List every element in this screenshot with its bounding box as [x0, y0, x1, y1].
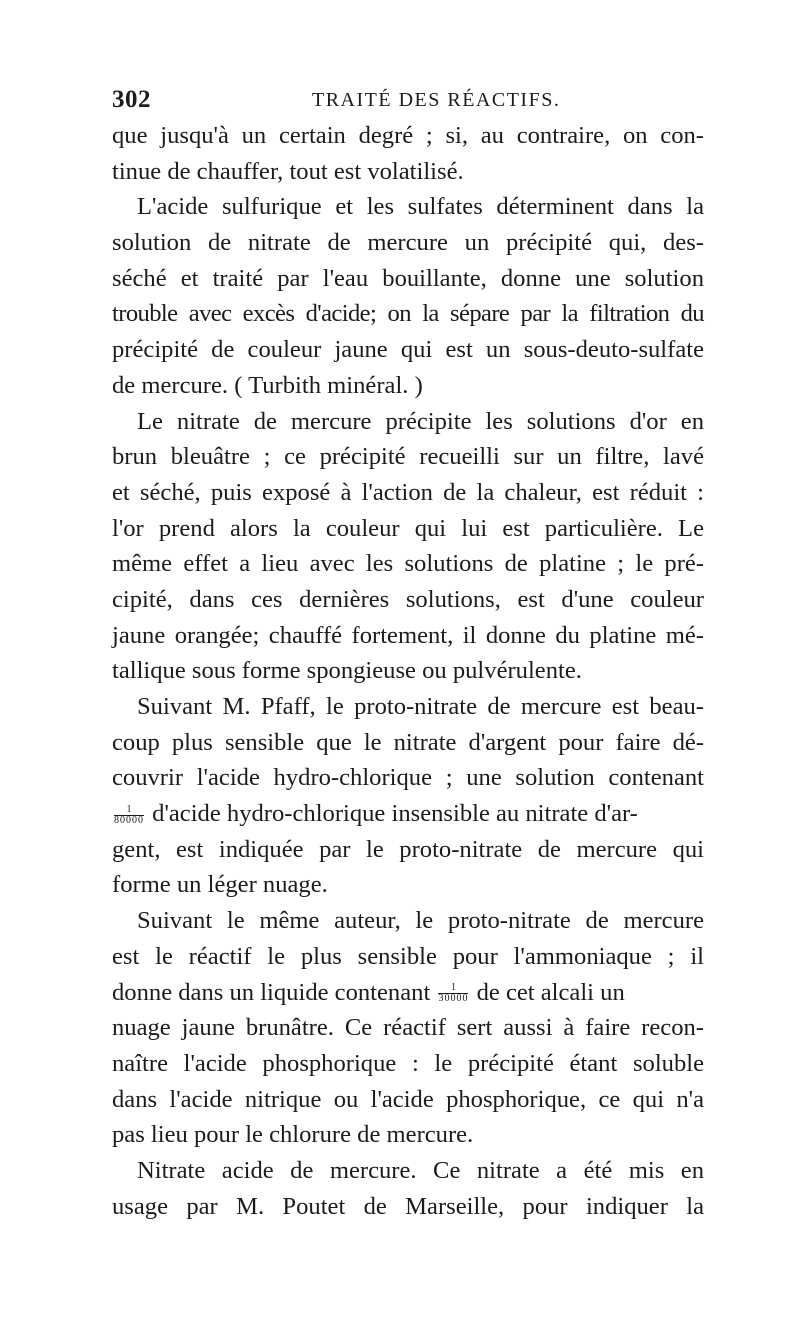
fraction: [114, 805, 144, 826]
fraction-denominator: 30000: [438, 993, 469, 1005]
body-text: [112, 118, 704, 1224]
text-line: jaune orangée; chauffé fortement, il donne du platine mé-: [112, 621, 704, 649]
text-line-with-fraction: [112, 796, 704, 832]
text-line: tallique sous forme spongieuse ou pulvérulente.: [112, 657, 582, 685]
text-line: naître l'acide phosphorique : le précipité étant soluble: [112, 1049, 704, 1077]
text-line: cipité, dans ces dernières solutions, est d'une couleur: [112, 585, 704, 613]
text-line: de mercure. ( Turbith minéral. ): [112, 371, 423, 399]
text-line: nuage jaune brunâtre. Ce réactif sert aussi à faire recon-: [112, 1014, 704, 1042]
text-fragment: donne dans un liquide contenant: [112, 978, 431, 1006]
text-line: précipité de couleur jaune qui est un sous-deuto-sulfate: [112, 336, 704, 364]
text-line: dans l'acide nitrique ou l'acide phosphorique, ce qui n'a: [112, 1085, 704, 1113]
text-fragment: d'acide hydro-chlorique insensible au nitrate d'ar-: [152, 800, 638, 828]
text-line: couvrir l'acide hydro-chlorique ; une solution contenant: [112, 764, 704, 792]
text-line: forme un léger nuage.: [112, 871, 328, 899]
page-number: 302: [112, 86, 151, 113]
text-line: l'or prend alors la couleur qui lui est particulière. Le: [112, 514, 704, 542]
fraction-numerator: 1: [438, 983, 468, 994]
text-fragment: de cet alcali un: [476, 978, 625, 1006]
text-line: et séché, puis exposé à l'action de la chaleur, est réduit :: [112, 478, 704, 506]
text-line: que jusqu'à un certain degré ; si, au contraire, on con-: [112, 122, 704, 149]
text-line: est le réactif le plus sensible pour l'ammoniaque ; il: [112, 942, 704, 970]
text-line: pas lieu pour le chlorure de mercure.: [112, 1121, 474, 1149]
text-line: même effet a lieu avec les solutions de platine ; le pré-: [112, 550, 704, 578]
text-line: Nitrate acide de mercure. Ce nitrate a été mis en: [137, 1156, 704, 1184]
text-line: Suivant M. Pfaff, le proto-nitrate de mercure est beau-: [137, 693, 704, 720]
text-line: solution de nitrate de mercure un précipité qui, des-: [112, 229, 704, 257]
text-line: Suivant le même auteur, le proto-nitrate de mercure: [137, 907, 704, 935]
text-line: coup plus sensible que le nitrate d'argent pour faire dé-: [112, 728, 704, 756]
text-line: L'acide sulfurique et les sulfates déterminent dans la: [137, 193, 704, 221]
fraction-numerator: 1: [114, 805, 144, 816]
text-line-with-fraction: [112, 975, 704, 1011]
text-line: séché et traité par l'eau bouillante, donne une solution: [112, 264, 704, 292]
fraction-denominator: 80000: [114, 814, 144, 826]
text-line: trouble avec excès d'acide; on la sépare par la filtration du: [112, 300, 704, 328]
text-line: Le nitrate de mercure précipite les solutions d'or en: [137, 407, 704, 435]
text-line: brun bleuâtre ; ce précipité recueilli sur un filtre, lavé: [112, 443, 704, 471]
running-title: TRAITÉ DES RÉACTIFS.: [312, 89, 561, 111]
page-header: [112, 86, 702, 122]
fraction: [438, 983, 468, 1004]
text-line: usage par M. Poutet de Marseille, pour indiquer la: [112, 1192, 704, 1220]
text-line: tinue de chauffer, tout est volatilisé.: [112, 157, 464, 185]
text-line: gent, est indiquée par le proto-nitrate de mercure qui: [112, 835, 704, 863]
